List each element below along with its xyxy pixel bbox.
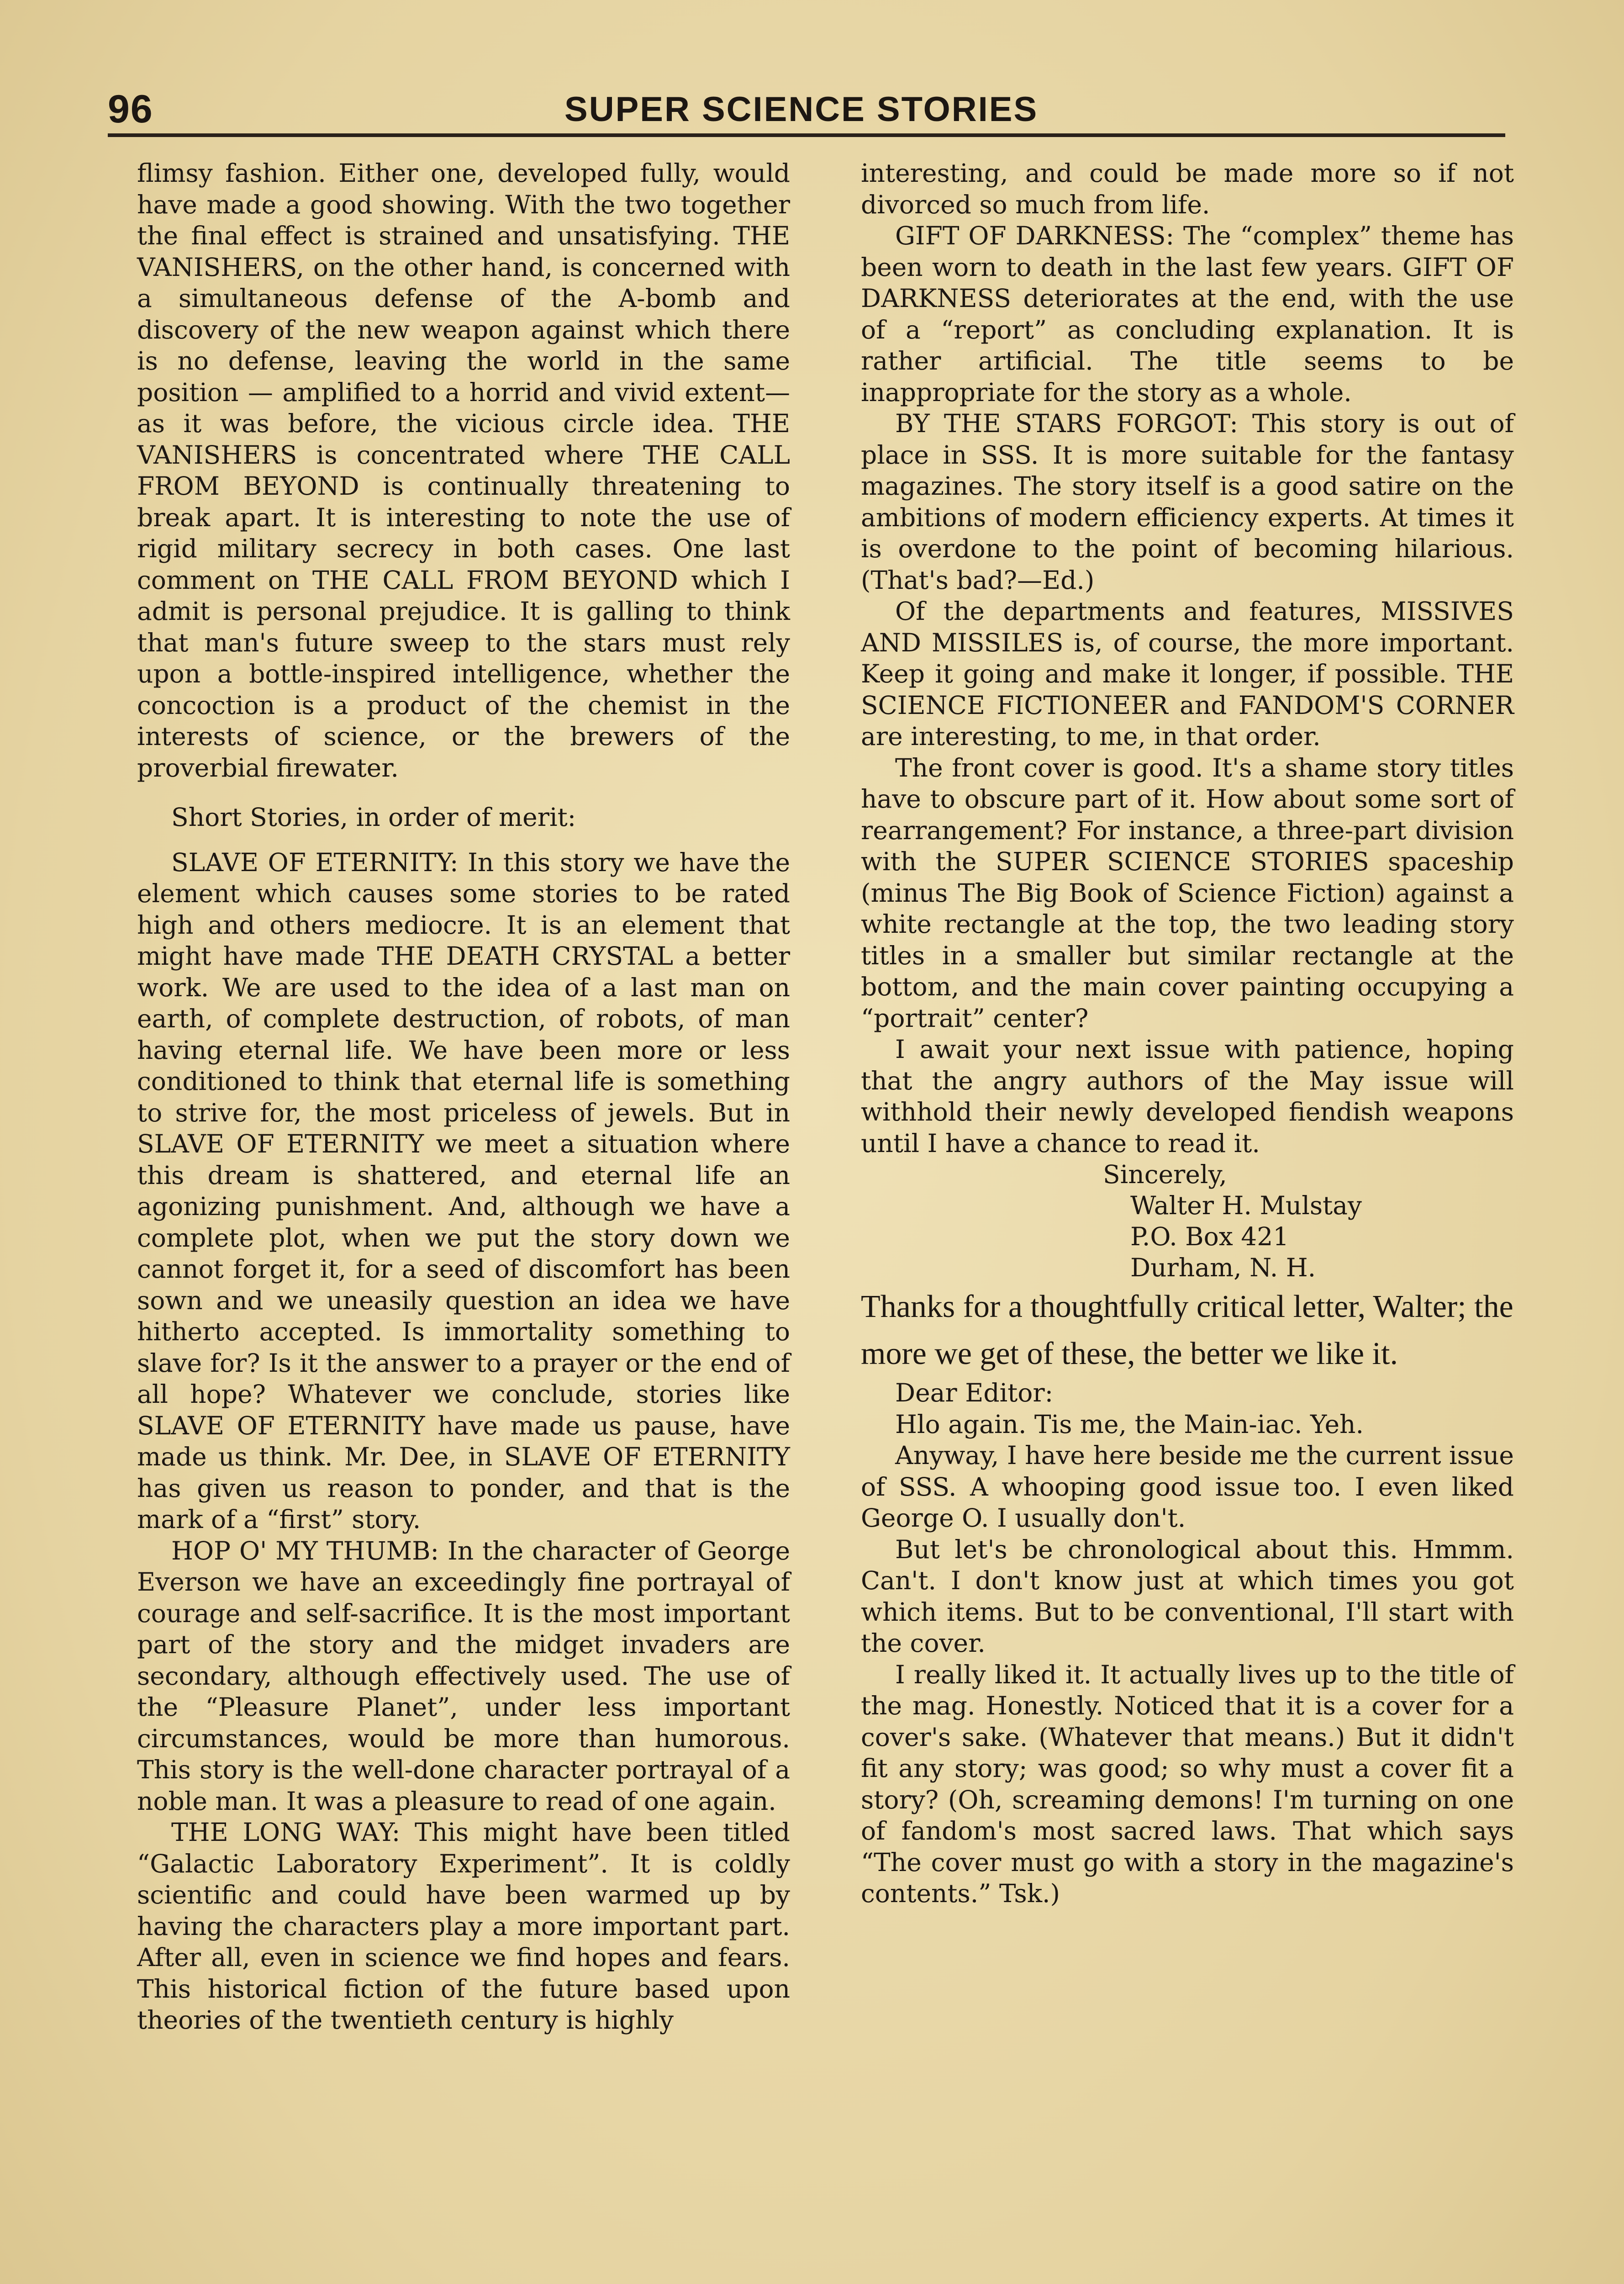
review-the-long-way: THE LONG WAY: This might have been titled “Galactic Laboratory Experiment”. It is coldly scientific and could have been warmed up by having the characters play a more important part. After all, even in science we find hopes and fears. This historical fiction of the future based upon theories of the twentieth century is highly (137, 1818, 790, 2035)
signature-closing: Sincerely, (1103, 1160, 1227, 1189)
review-slave-of-eternity: SLAVE OF ETERNITY: In this story we have the element which causes some stories to be rated high and others mediocre. It is an element that might have made THE DEATH CRYSTAL a better work. We are used to the idea of a last man on earth, of complete destruction, of robots, of man having eternal life. We have been more or less conditioned to think that eternal life is something to strive for, the most priceless of jewels. But in SLAVE OF ETERNITY we meet a situation where this dream is shattered, and eternal life an agonizing punishment. And, although we have a complete plot, when we put the story down we cannot forget it, for a seed of discomfort has been sown and we uneasily question an idea we have hitherto accepted. Is immortality something to slave for? Is it the answer to a prayer or the end of all hope? Whatever we conclude, stories like SLAVE OF ETERNITY have made us pause, have made us think. Mr. Dee, in SLAVE OF ETERNITY has given us reason to ponder, and that is the mark of a “first” story. (137, 847, 790, 1534)
review-by-the-stars-forgot: BY THE STARS FORGOT: This story is out of place in SSS. It is more suitable for the fantasy magazines. The story itself is a good satire on the ambitions of modern efficiency experts. At times it is overdone to the point of becoming hilarious. (That's bad?—Ed.) (861, 409, 1514, 595)
cover-paragraph: The front cover is good. It's a shame story titles have to obscure part of it. How about some sort of rearrangement? For instance, a three-part division with the SUPER SCIENCE STORIES spaceship (minus The Big Book of Science Fiction) against a white rectangle at the top, the two leading story titles in a smaller but similar rectangle at the bottom, and the main cover painting occupying a “portrait” center? (861, 753, 1514, 1033)
signature-box: P.O. Box 421 (1130, 1222, 1289, 1251)
closing-paragraph: I await your next issue with patience, hoping that the angry authors of the May issue will withhold their newly developed fiendish weapons until I have a chance to read it. (861, 1035, 1514, 1158)
right-column (861, 158, 1514, 1909)
signature-block (861, 1159, 1514, 1283)
letter-paragraph: Hlo again. Tis me, the Main-iac. Yeh. (895, 1409, 1364, 1439)
letter-salutation: Dear Editor: (895, 1378, 1054, 1407)
departments-paragraph: Of the departments and features, MISSIVES AND MISSILES is, of course, the more important. Keep it going and make it longer, if possible. THE SCIENCE FICTIONEER and FANDOM'S CORNER are interesting, to me, in that order. (861, 597, 1514, 751)
left-column (137, 158, 790, 2036)
review-hop-o-my-thumb: HOP O' MY THUMB: In the character of George Everson we have an exceedingly fine portrayal of courage and self-sacrifice. It is the most important part of the story and the midget invaders are secondary, although effectively used. The use of the “Pleasure Planet”, under less important circumstances, would be more than humorous. This story is the well-done character portrayal of a noble man. It was a pleasure to read of one again. (137, 1536, 790, 1816)
header-rule (108, 133, 1505, 137)
letter-paragraph: I really liked it. It actually lives up to the title of the mag. Honestly. Noticed that it is a cover for a cover's sake. (Whatever that means.) But it didn't fit any story; was good; so why must a cover fit a story? (Oh, screaming demons! I'm turning on one of fandom's most sacred laws. That which says “The cover must go with a story in the magazine's contents.” Tsk.) (861, 1660, 1514, 1908)
letter-paragraph: Anyway, I have here beside me the current issue of SSS. A whooping good issue too. I even liked George O. I usually don't. (861, 1441, 1514, 1533)
letter-paragraph: But let's be chronological about this. Hmmm. Can't. I don't know just at which times you got which items. But to be conventional, I'll start with the cover. (861, 1534, 1514, 1658)
page-number: 96 (108, 87, 153, 131)
signature-city: Durham, N. H. (1130, 1253, 1316, 1282)
short-stories-heading: Short Stories, in order of merit: (171, 803, 576, 832)
letter-paragraph: interesting, and could be made more so if not divorced so much from life. (861, 159, 1514, 219)
editor-reply: Thanks for a thoughtfully critical letter, Walter; the more we get of these, the better we like it. (861, 1289, 1513, 1371)
signature-name: Walter H. Mulstay (1130, 1191, 1362, 1220)
running-title: SUPER SCIENCE STORIES (564, 90, 1039, 129)
review-gift-of-darkness: GIFT OF DARKNESS: The “complex” theme has been worn to death in the last few years. GIFT OF DARKNESS deteriorates at the end, with the use of a “report” as concluding explanation. It is rather artificial. The title seems to be inappropriate for the story as a whole. (861, 221, 1514, 407)
letter-paragraph: flimsy fashion. Either one, developed fully, would have made a good showing. With the two together the final effect is strained and unsatisfying. THE VANISHERS, on the other hand, is concerned with a simultaneous defense of the A-bomb and discovery of the new weapon against which there is no defense, leaving the world in the same position — amplified to a horrid and vivid extent—as it was before, the vicious circle idea. THE VANISHERS is concentrated where THE CALL FROM BEYOND is continually threatening to break apart. It is interesting to note the use of rigid military secrecy in both cases. One last comment on THE CALL FROM BEYOND which I admit is personal prejudice. It is galling to think that man's future sweep to the stars must rely upon a bottle-inspired intelligence, whether the concoction is a product of the chemist in the interests of science, or the brewers of the proverbial firewater. (137, 159, 790, 782)
